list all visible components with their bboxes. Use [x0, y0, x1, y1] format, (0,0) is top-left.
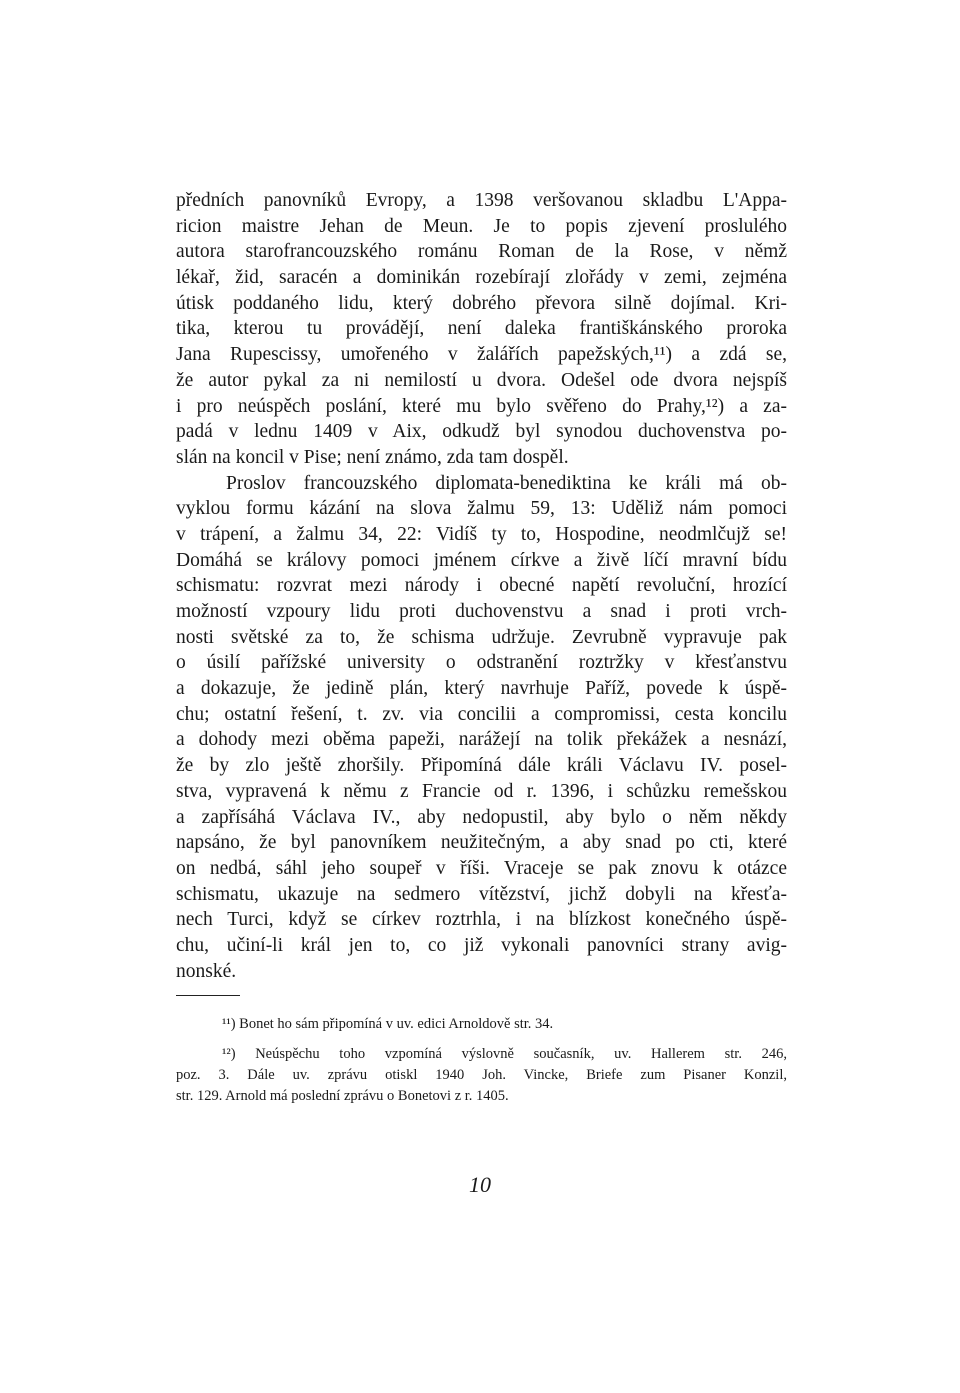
text-line: slán na koncil v Pise; není známo, zda tam dospěl. — [176, 446, 569, 468]
text-line: v trápení, a žalmu 34, 22: Vidíš ty to, Hospodine, neodmlčujž se! — [176, 523, 787, 545]
footnotes — [176, 1014, 787, 1107]
text-line: schismatu, ukazuje na sedmero vítězství, jichž dobyli na křesťa- — [176, 883, 787, 905]
page-number: 10 — [469, 1172, 491, 1197]
text-line: Proslov francouzského diplomata-benediktina ke králi má ob- — [226, 472, 787, 494]
text-line: nech Turci, když se církev roztrhla, i na blízkost konečného úspě- — [176, 909, 787, 931]
text-line: autora starofrancouzského románu Roman de la Rose, v němž — [176, 241, 787, 263]
text-line: že by zlo ještě zhoršily. Připomíná dále králi Václavu IV. posel- — [176, 755, 787, 777]
footnote-line: ¹²) Neúspěchu toho vzpomíná výslovně současník, uv. Hallerem str. 246, — [222, 1046, 787, 1062]
text-line: Domáhá se královy pomoci jménem církve a živě líčí mravní bídu — [176, 549, 787, 571]
text-line: možností vzpoury lidu proti duchovenstvu a snad i proti vrch- — [176, 601, 787, 622]
footnote-separator — [176, 995, 240, 996]
text-line: ricion maistre Jehan de Meun. Je to popis zjevení proslulého — [176, 215, 787, 237]
text-line: lékař, žid, saracén a dominikán rozebírají zlořády v zemi, zejména — [176, 267, 787, 289]
text-line: chu, učiní-li král jen to, co již vykonali panovníci strany avig- — [176, 934, 787, 956]
text-line: předních panovníků Evropy, a 1398 veršovanou skladbu L'Appa- — [176, 190, 787, 211]
text-line: stva, vypravená k němu z Francie od r. 1396, i schůzku remešskou — [176, 780, 787, 802]
main-text — [176, 188, 787, 984]
text-line: schismatu: rozvrat mezi národy i obecné napětí revoluční, hrozící — [176, 575, 787, 597]
text-line: i pro neúspěch poslání, které mu bylo svěřeno do Prahy,¹²) a za- — [176, 395, 787, 417]
text-line: nosti světské za to, že schisma udržuje. Zevrubně vypravuje pak — [176, 626, 787, 648]
text-line: útisk poddaného lidu, který dobrého převora silně dojímal. Kri- — [176, 292, 787, 314]
text-line: vyklou formu kázání na slova žalmu 59, 13: Uděliž nám pomoci — [176, 498, 787, 520]
text-line: a zapřísáhá Václava IV., aby nedopustil, aby bylo o něm někdy — [176, 806, 787, 828]
text-line: on nedbá, sáhl jeho soupeř v říši. Vraceje se pak znovu k otázce — [176, 857, 787, 879]
text-line: a dohody mezi oběma papeži, narážejí na tolik překážek a nesnází, — [176, 729, 787, 751]
text-line: nonské. — [176, 960, 237, 982]
text-line: Jana Rupescissy, umořeného v žalářích papežských,¹¹) a zdá se, — [176, 344, 787, 366]
footnote-line: poz. 3. Dále uv. zprávu otiskl 1940 Joh. Vincke, Briefe zum Pisaner Konzil, — [176, 1067, 787, 1083]
text-line: padá v lednu 1409 v Aix, odkudž byl synodou duchovenstva po- — [176, 421, 787, 443]
text-line: a dokazuje, že jedině plán, který navrhuje Paříž, povede k úspě- — [176, 678, 787, 700]
text-line: že autor pykal za ni nemilostí u dvora. Odešel ode dvora nejspíš — [176, 369, 787, 391]
text-line: o úsilí pařížské university o odstranění roztržky v křesťanstvu — [176, 652, 787, 674]
text-line: tika, kterou tu provádějí, není daleka františkánského proroka — [176, 318, 787, 340]
text-line: chu; ostatní řešení, t. zv. via concilii a compromissi, cesta koncilu — [176, 703, 787, 725]
text-line: napsáno, že byl panovníkem neužitečným, a aby snad po cti, které — [176, 832, 787, 854]
footnote-line: str. 129. Arnold má poslední zprávu o Bonetovi z r. 1405. — [176, 1088, 509, 1104]
footnote-line: ¹¹) Bonet ho sám připomíná v uv. edici Arnoldově str. 34. — [222, 1016, 554, 1032]
